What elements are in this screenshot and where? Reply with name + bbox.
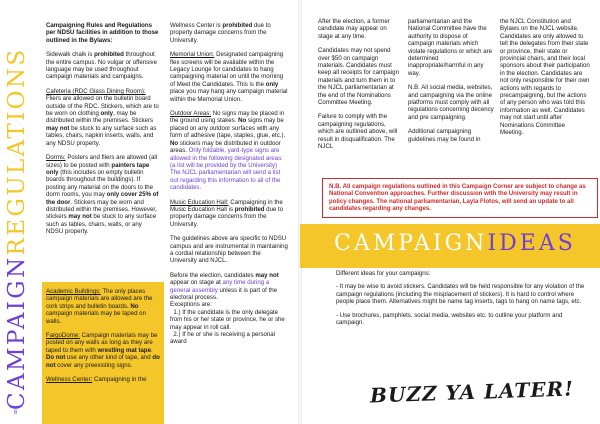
memorial-union-rule: Memorial Union: Designated campaigning flex screens will be available within the Legacy Lounge for candidates to hang campaigning material on until the morning of Meet the Candidates. This is the only place you may hang any campaign material within the Memorial Union. [170, 51, 288, 103]
before-election-rule: Before the election, candidates may not appear on stage at any time during a general assembly unless it is part of the electoral process. Exceptions are: 1.) If the candidate is the only delegate from his or her state or province, he or she may appear in roll call. 2.) If he or she is receiving a personal award [170, 271, 285, 346]
after-election-note: After the election, a former candidate may appear on stage at any time. [318, 18, 390, 40]
campaign-ideas-title [334, 231, 576, 256]
right-column-3 [500, 18, 590, 144]
left-column-1 [46, 22, 160, 243]
ideas-title-part1: CAMPAIGN [334, 231, 488, 256]
music-hall-rule: Music Education Hall: Campaigning in the Music Education Hall is prohibited due to property damage concerns from the University. [170, 198, 284, 228]
regulations-heading: Campaigning Rules and Regulations per NDSU facilities in addition to those outlined in the Bylaws: [46, 22, 159, 44]
spending-limit-note: Candidates may not spend over $50 on campaign materials. Candidates must keep all receipts for campaign materials and turn them in to the NJCL parliamentarian at the end of the Nominations Committee Meeting. [318, 47, 399, 107]
buzz-ya-later-text: BUZZ YA LATER! [369, 376, 575, 408]
dorms-rule: Dorms: Posters and fliers are allowed (all sizes) to be posted with painters tape only (this includes on empty bulletin boards throughout the buildings). If posting any material on the doors to the dorm rooms, you may only cover 25% of the door. Stickers may be worn and distributed within the premises. However, stickers may not be stuck to any surface such as tables, chairs, walls, or any NDSU property. [46, 154, 159, 236]
left-column-2 [170, 22, 288, 353]
ideas-item-brochures: - Use brochures, pamphlets, social media, websites etc. to outline your platform and campaign. [336, 311, 563, 327]
wellness-continued: Wellness Center is prohibited due to property damage concerns from the University. [170, 22, 271, 44]
social-media-note: N.B. All social media, websites, and campaigning via the online platforms must comply with all regulations concerning decency and pre campaigning. [408, 84, 494, 121]
campaign-regulations-vertical-title [2, 14, 32, 414]
authority-note: parliamentarian and the National Committee have the authority to dispose of campaign materials which violate regulations or which are determined inappropriate/harmful in any way. [408, 18, 493, 77]
policy-change-notice: N.B. All campaign regulations outlined in this Campaign Corner are subject to change as National Convention approaches. Further discussion with the University may result in policy changes. The national parliamentarian, Layla Flotos, will send an update to all candidates regarding any changes. [322, 178, 598, 218]
precampaigning-note: the NJCL Constitution and Bylaws on the NJCL website. Candidates are only allowed to tell the delegates from their state or province, their state or provincial chairs, and their local sponsors about their participation in the election. Candidates are not only responsible for their own actions with regards to precampaigning, but the actions of any person who was told this information as well. Candidates may not start until after Nominations Committee Meeting. [500, 18, 590, 137]
ideas-item-stickers: - It may be wise to avoid stickers. Candidates will be held responsible for any violation of the campaign regulations (including the misplacement of stickers). It is hard to control where people place them. Alternatives might be name tag inserts, tags to hang on name tags, etc. [336, 283, 585, 306]
right-column-1 [318, 18, 400, 158]
page-number: 6 [14, 410, 18, 416]
right-column-2 [408, 18, 494, 150]
failure-note: Failure to comply with the campaigning regulations, which are outlined above, will result in disqualification. The NJCL [318, 113, 398, 151]
outdoor-areas-rule: Outdoor Areas: No signs may be placed in the ground using stakes. No signs may be placed on any outdoor surfaces with any form of adhesive (tape, staples, glue, etc.). No stickers may be distributed in outdoor areas. Only foldable, yard-type signs are allowed in the following designated areas: (a list will be provided by the University) The NJCL parliamentarian will send a list out regarding this information to all of the candidates. [170, 110, 286, 192]
ideas-title-part2: IDEAS [487, 231, 576, 256]
page-gutter [298, 0, 302, 424]
guidelines-note: The guidelines above are specific to NDSU campus and are instrumental in maintaining a cordial relationship between the University and NJCL. [170, 235, 288, 265]
wellness-rule: Wellness Center: Campaigning in the [46, 376, 147, 384]
sidewalk-rule: Sidewalk chalk is prohibited throughout the entire campus. No vulgar or offensive language may be used throughout campaign materials and campaigns. [46, 51, 157, 81]
svg-text:CAMPAIGNREGULATIONS [4, 47, 30, 410]
ideas-intro: Different ideas for your campaigns: [336, 270, 431, 277]
cafeteria-rule: Cafeteria (RDC Glass Dining Room): Fliers are allowed on the bulletin board outside of the RDC. Stickers, which are to be worn on clothing only, may be distributed within the premises. Stickers may not be stuck to any surface such as tables, chairs, napkin inserts, walls, and any NDSU property. [46, 87, 159, 147]
fargodome-rule: FargoDome: Campaign materials may be posted on any walls as long as they are taped to them with wrestling mat tape. Do not use any other kind of tape, and do not cover any preexisting signs. [46, 332, 160, 369]
ideas-body [336, 270, 586, 332]
side-title-part2: REGULATIONS [4, 47, 30, 256]
left-column-1-lower [46, 288, 160, 390]
additional-guidelines-note: Additional campaigning guidelines may be found in [408, 128, 481, 143]
academic-rule: Academic Buildings: The only places campaign materials are allowed are the cork strips and bulletin boards. No campaign materials may be taped on walls. [46, 288, 153, 325]
side-title-part1: CAMPAIGN [4, 255, 30, 410]
